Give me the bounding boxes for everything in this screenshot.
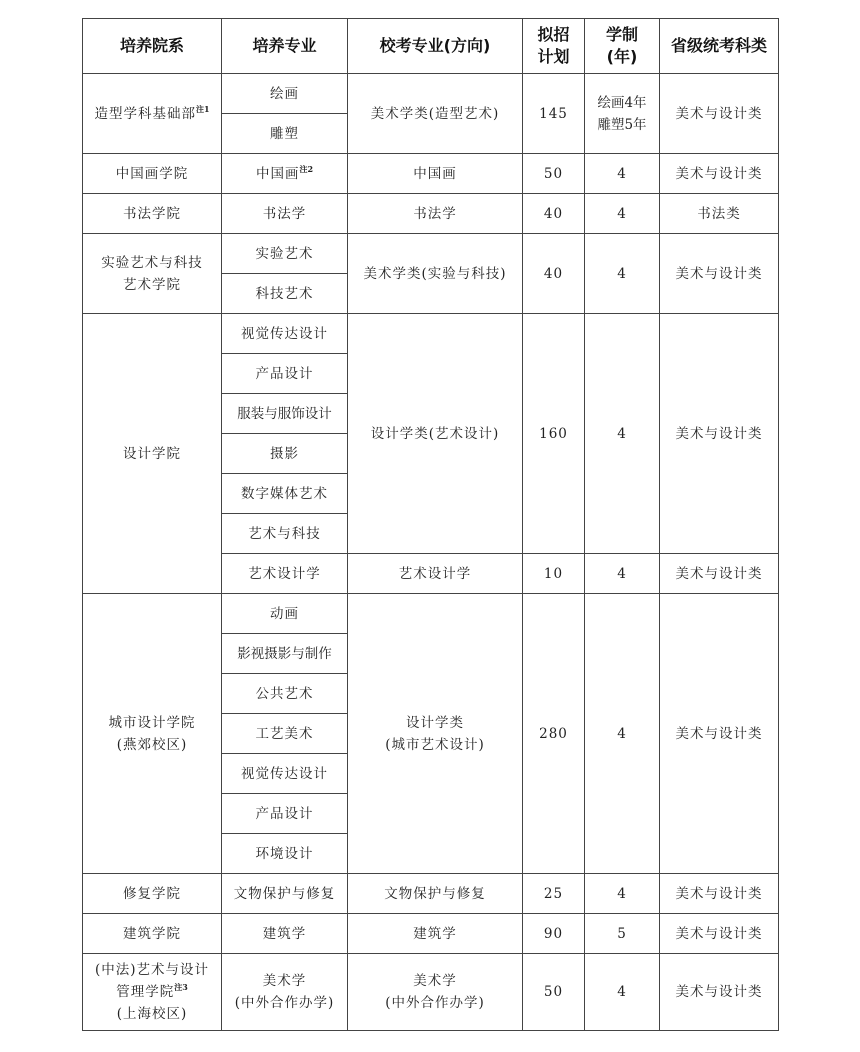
major-cell: 科技艺术	[222, 274, 348, 314]
table-row	[83, 234, 779, 274]
years-cell: 4	[585, 194, 660, 234]
header-exam-major: 校考专业(方向)	[348, 19, 523, 74]
major-cell: 数字媒体艺术	[222, 474, 348, 514]
college-line2-text: 管理学院	[116, 984, 175, 1000]
college-line1: 实验艺术与科技	[101, 254, 203, 271]
college-cell	[83, 234, 222, 314]
exam-major-cell: 书法学	[348, 194, 523, 234]
exam-major-cell: 设计学类(艺术设计)	[348, 314, 523, 554]
years-cell: 4	[585, 234, 660, 314]
major-cell: 公共艺术	[222, 674, 348, 714]
enrollment-plan-table	[82, 18, 779, 1031]
exam-major-cell	[348, 954, 523, 1031]
major-cell: 工艺美术	[222, 714, 348, 754]
major-cell: 影视摄影与制作	[222, 634, 348, 674]
exam-major-cell	[348, 594, 523, 874]
college-line1: (中法)艺术与设计	[94, 962, 210, 978]
footnote-mark: 注1	[195, 103, 210, 114]
exam-major-line2: (城市艺术设计)	[385, 736, 485, 753]
header-major: 培养专业	[222, 19, 348, 74]
college-cell	[83, 594, 222, 874]
plan-cell: 10	[523, 554, 585, 594]
college-cell	[83, 74, 222, 154]
college-cell: 修复学院	[83, 874, 222, 914]
exam-major-cell: 艺术设计学	[348, 554, 523, 594]
header-plan	[523, 19, 585, 74]
major-cell	[222, 154, 348, 194]
category-cell: 美术与设计类	[660, 154, 779, 194]
table-row	[83, 954, 779, 1031]
college-line2: (燕郊校区)	[116, 736, 188, 753]
years-cell: 4	[585, 874, 660, 914]
years-line1: 绘画4年	[597, 94, 647, 111]
major-cell: 服装与服饰设计	[222, 394, 348, 434]
major-line2: (中外合作办学)	[234, 995, 335, 1011]
table-row	[83, 874, 779, 914]
years-cell: 5	[585, 914, 660, 954]
major-cell: 实验艺术	[222, 234, 348, 274]
major-cell: 绘画	[222, 74, 348, 114]
major-line1: 美术学	[262, 973, 307, 989]
years-cell: 4	[585, 594, 660, 874]
major-cell: 书法学	[222, 194, 348, 234]
major-cell: 产品设计	[222, 794, 348, 834]
major-cell: 文物保护与修复	[222, 874, 348, 914]
exam-major-line2: (中外合作办学)	[385, 995, 485, 1011]
exam-major-cell: 建筑学	[348, 914, 523, 954]
category-cell: 美术与设计类	[660, 554, 779, 594]
exam-major-line1: 美术学	[413, 973, 457, 989]
years-cell: 4	[585, 154, 660, 194]
college-line3: (上海校区)	[116, 1006, 188, 1022]
exam-major-line1: 设计学类	[406, 714, 464, 731]
college-line1: 城市设计学院	[108, 714, 196, 731]
major-cell: 产品设计	[222, 354, 348, 394]
major-cell: 视觉传达设计	[222, 314, 348, 354]
plan-cell: 40	[523, 194, 585, 234]
category-cell: 美术与设计类	[660, 314, 779, 554]
college-cell: 设计学院	[83, 314, 222, 594]
college-cell: 中国画学院	[83, 154, 222, 194]
plan-cell: 25	[523, 874, 585, 914]
header-plan-line2: 计划	[537, 47, 570, 66]
major-cell: 雕塑	[222, 114, 348, 154]
exam-major-cell: 中国画	[348, 154, 523, 194]
header-years-line1: 学制	[605, 25, 638, 44]
table-row	[83, 154, 779, 194]
college-line2: 艺术学院	[123, 276, 181, 293]
years-cell	[585, 74, 660, 154]
table-row	[83, 914, 779, 954]
header-years	[585, 19, 660, 74]
category-cell: 美术与设计类	[660, 74, 779, 154]
major-cell: 艺术与科技	[222, 514, 348, 554]
major-cell: 摄影	[222, 434, 348, 474]
header-college: 培养院系	[83, 19, 222, 74]
college-cell: 书法学院	[83, 194, 222, 234]
header-row	[83, 19, 779, 74]
category-cell: 书法类	[660, 194, 779, 234]
plan-cell: 160	[523, 314, 585, 554]
table-row	[83, 74, 779, 114]
major-name: 中国画	[255, 165, 300, 182]
college-cell: 建筑学院	[83, 914, 222, 954]
plan-cell: 280	[523, 594, 585, 874]
college-cell	[83, 954, 222, 1031]
footnote-mark: 注3	[174, 982, 188, 992]
plan-cell: 50	[523, 954, 585, 1031]
plan-cell: 40	[523, 234, 585, 314]
years-cell: 4	[585, 954, 660, 1031]
category-cell: 美术与设计类	[660, 874, 779, 914]
major-cell: 环境设计	[222, 834, 348, 874]
footnote-mark: 注2	[299, 163, 314, 174]
college-name: 造型学科基础部	[94, 105, 196, 122]
category-cell: 美术与设计类	[660, 954, 779, 1031]
category-cell: 美术与设计类	[660, 594, 779, 874]
header-plan-line1: 拟招	[537, 25, 570, 44]
exam-major-cell: 美术学类(造型艺术)	[348, 74, 523, 154]
major-cell	[222, 954, 348, 1031]
header-years-line2: (年)	[606, 47, 638, 66]
major-cell: 艺术设计学	[222, 554, 348, 594]
header-category: 省级统考科类	[660, 19, 779, 74]
table-row	[83, 594, 779, 634]
plan-cell: 145	[523, 74, 585, 154]
years-line2: 雕塑5年	[597, 116, 647, 133]
college-line2	[86, 981, 218, 1003]
major-cell: 建筑学	[222, 914, 348, 954]
table-row	[83, 314, 779, 354]
years-cell: 4	[585, 314, 660, 554]
category-cell: 美术与设计类	[660, 234, 779, 314]
category-cell: 美术与设计类	[660, 914, 779, 954]
exam-major-cell: 文物保护与修复	[348, 874, 523, 914]
major-cell: 动画	[222, 594, 348, 634]
major-cell: 视觉传达设计	[222, 754, 348, 794]
table-row	[83, 194, 779, 234]
plan-cell: 90	[523, 914, 585, 954]
exam-major-cell: 美术学类(实验与科技)	[348, 234, 523, 314]
plan-cell: 50	[523, 154, 585, 194]
years-cell: 4	[585, 554, 660, 594]
